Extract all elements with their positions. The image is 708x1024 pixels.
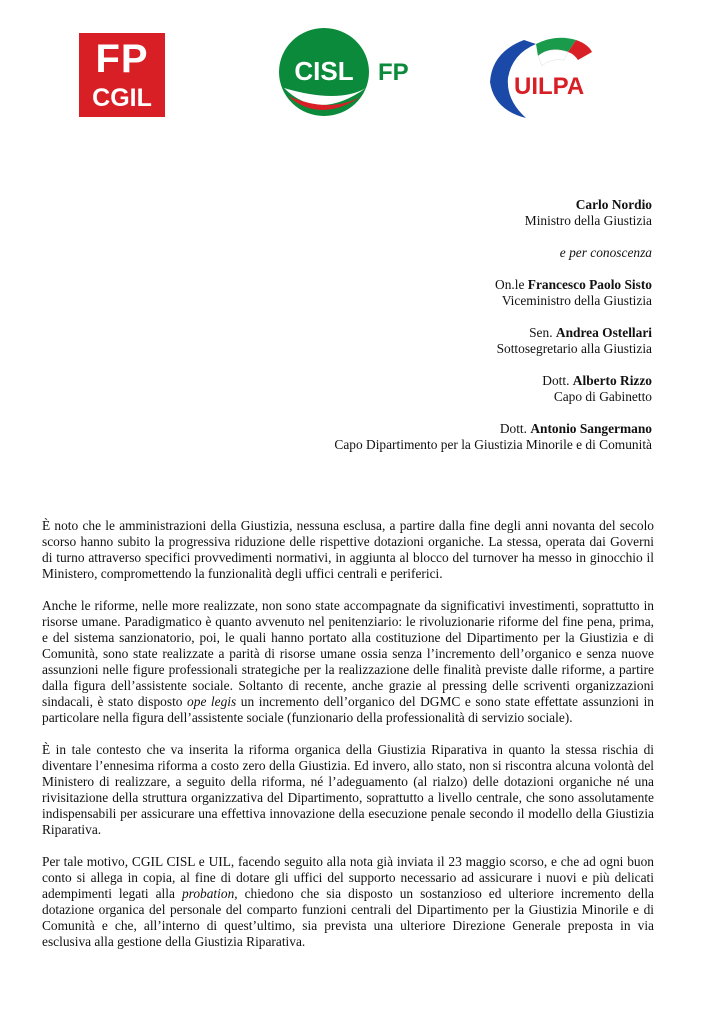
recipient-name: Carlo Nordio bbox=[575, 197, 652, 212]
recipient-name: Antonio Sangermano bbox=[530, 421, 652, 436]
paragraph-2-part-a: Anche le riforme, nelle more realizzate, non sono state accompagnate da significativi investimenti, soprattutto in risorse umane. Paradigmatico è quanto avvenuto nel penitenziario: le rivoluzionarie riforme del fine pena, prima, e del sistema sanzionatorio, poi, le quali hanno portato alla costituzione del Dipartimento per la Giustizia e di Comunità, sono state realizzate a parità di risorse umane ossia senza l’incremento dell’organico e senza nuove assunzioni nelle figure professionali strategiche per la realizzazione delle finalità previste dalle riforme, a partire dalla figura dell’assistente sociale. Soltanto di recente, anche grazie al pressing delle scriventi organizzazioni sindacali, è stato disposto bbox=[42, 598, 654, 709]
paragraph-4-part-a: Per tale motivo, CGIL CISL e UIL, facendo seguito alla nota già inviata il 23 maggio scorso, e che ad ogni buon conto si allega in copia, al fine di dotare gli uffici del supporto necessario ad assicurare i nuovi e più delicati adempimenti legati alla bbox=[42, 854, 654, 901]
recipient-1 bbox=[334, 277, 652, 309]
paragraph-2 bbox=[42, 598, 654, 726]
paragraph-4 bbox=[42, 854, 654, 950]
uilpa-logo bbox=[484, 30, 616, 120]
cisl-text: CISL bbox=[294, 56, 354, 86]
recipient-role: Viceministro della Giustizia bbox=[501, 293, 652, 308]
recipient-role: Sottosegretario alla Giustizia bbox=[496, 341, 652, 356]
recipient-role: Capo Dipartimento per la Giustizia Minorile e di Comunità bbox=[334, 437, 652, 452]
addressee-block bbox=[334, 197, 652, 469]
recipient-name: Alberto Rizzo bbox=[572, 373, 652, 388]
recipient-role: Capo di Gabinetto bbox=[553, 389, 652, 404]
paragraph-2-part-b: un incremento dell’organico del DGMC e sono state effettate assunzioni in particolare nella figura dell’assistente sociale (funzionario della professionalità di servizio sociale). bbox=[42, 694, 654, 725]
uilpa-text: UILPA bbox=[514, 73, 585, 100]
paragraph-2-emphasis: ope legis bbox=[187, 694, 237, 709]
paragraph-4-part-b: , chiedono che sia disposto un sostanzioso ed ulteriore incremento della dotazione organica del personale del comparto funzioni centrali del Dipartimento per la Giustizia Minorile e di Comunità e che, all’interno di quest’ultimo, sia prevista una ulteriore Direzione Generale preposta in via esclusiva alla gestione della Giustizia Riparativa. bbox=[42, 886, 654, 949]
fp-cgil-logo-line2: CGIL bbox=[92, 84, 152, 112]
recipient-0 bbox=[334, 197, 652, 229]
paragraph-3: È in tale contesto che va inserita la riforma organica della Giustizia Riparativa in quanto la stessa rischia di diventare l’ennesima riforma a costo zero della Giustizia. Ed invero, allo stato, non si riscontra alcuna volontà del Ministero di realizzare, a seguito della riforma, né l’adeguamento (al rialzo) delle dotazioni organiche né una rivisitazione della struttura organizzativa del Dipartimento, soprattutto a livello centrale, che sono assolutamente indispensabili per assicurare una effettiva innovazione della esecuzione penale secondo il modello della Giustizia Riparativa. bbox=[42, 742, 654, 837]
cisl-fp-logo bbox=[278, 26, 418, 118]
recipient-prefix: Dott. bbox=[499, 421, 527, 436]
recipient-4 bbox=[334, 421, 652, 453]
letter-body bbox=[42, 518, 654, 966]
fp-cgil-logo-line1: FP bbox=[95, 37, 149, 81]
paragraph-1: È noto che le amministrazioni della Giustizia, nessuna esclusa, a partire dalla fine degli anni novanta del secolo scorso hanno subito la progressiva riduzione delle rispettive dotazioni organiche. La stessa, operata dai Governi di turno attraverso specifici provvedimenti normativi, in aggiunta al blocco del turnover ha messo in ginocchio il Ministero, compromettendo la funzionalità degli uffici centrali e periferici. bbox=[42, 518, 654, 581]
recipient-prefix: Dott. bbox=[542, 373, 570, 388]
cc-label: e per conoscenza bbox=[559, 245, 652, 260]
recipient-3 bbox=[334, 373, 652, 405]
paragraph-4-emphasis: probation bbox=[181, 886, 235, 901]
fp-text: FP bbox=[378, 59, 409, 86]
letterhead-logos bbox=[0, 0, 708, 130]
fp-cgil-logo bbox=[79, 33, 165, 117]
recipient-name: Andrea Ostellari bbox=[555, 325, 652, 340]
recipient-prefix: Sen. bbox=[529, 325, 553, 340]
recipient-name: Francesco Paolo Sisto bbox=[527, 277, 652, 292]
recipient-role: Ministro della Giustizia bbox=[524, 213, 652, 228]
recipient-prefix: On.le bbox=[495, 277, 525, 292]
recipient-2 bbox=[334, 325, 652, 357]
